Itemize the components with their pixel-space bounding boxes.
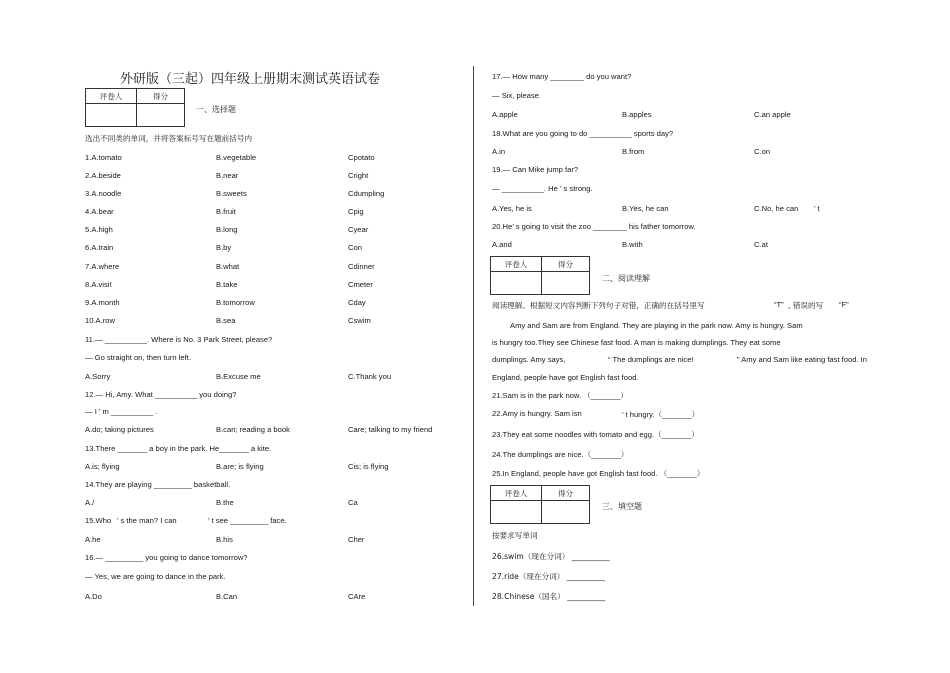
q20-option-b: B.with xyxy=(622,240,643,249)
q15-question-part3: ’ t see _________ face. xyxy=(208,516,287,525)
q11-reply: — Go straight on, then turn left. xyxy=(85,353,191,362)
q8-b: B.take xyxy=(216,280,238,289)
q11-option-a: A.Sorry xyxy=(85,372,111,381)
q15-option-b: B.his xyxy=(216,535,233,544)
section2-instruction-mid: , 错误的写 xyxy=(788,301,824,310)
q20-option-c: C.at xyxy=(754,240,768,249)
q15-question-part2: ’ s the man? I can xyxy=(117,516,177,525)
score-header: 得分 xyxy=(542,486,590,501)
item-22-part2: ’ t hungry.（_______） xyxy=(622,410,700,419)
q16-question: 16.— _________ you going to dance tomorrow? xyxy=(85,553,248,562)
q12-option-b: B.can; reading a book xyxy=(216,425,290,434)
score-header: 得分 xyxy=(137,89,185,104)
section2-instruction-false-mark: “F” xyxy=(839,300,849,309)
grader-cell[interactable] xyxy=(86,104,137,127)
item-26: 26.swim（现在分词） __________ xyxy=(492,552,610,561)
q20-option-a: A.and xyxy=(492,240,512,249)
grader-cell[interactable] xyxy=(491,501,542,524)
q17-option-a: A.apple xyxy=(492,110,518,119)
q5-a: 5.A.high xyxy=(85,225,113,234)
q14-option-a: A./ xyxy=(85,498,95,507)
q4-a: 4.A.bear xyxy=(85,207,114,216)
q9-c: Cday xyxy=(348,298,366,307)
q19-question: 19.— Can Mike jump far? xyxy=(492,165,579,174)
q15-option-a: A.he xyxy=(85,535,101,544)
grader-header: 评卷人 xyxy=(491,257,542,272)
grade-table-1 xyxy=(85,88,185,127)
q17-reply: — Six, please. xyxy=(492,91,541,100)
passage-line-3c: ” Amy and Sam like eating fast food. In xyxy=(737,355,868,364)
q10-a: 10.A.row xyxy=(85,316,115,325)
q19-option-c-suffix: ’ t xyxy=(814,204,820,213)
passage-line-3a: dumplings. Amy says, xyxy=(492,355,566,364)
q6-c: Con xyxy=(348,243,362,252)
q19-reply: — __________. He ’ s strong. xyxy=(492,184,593,193)
section2-instruction: 阅读理解。根据短文内容判断下列句子对错，正确的在括号里写 xyxy=(492,301,705,310)
q16-option-b: B.Can xyxy=(216,592,238,601)
q12-option-a: A.do; taking pictures xyxy=(85,425,154,434)
q19-option-b: B.Yes, he can xyxy=(622,204,669,213)
item-25: 25.In England, people have got English fast food. （_______） xyxy=(492,469,705,478)
q11-question: 11.— __________. Where is No. 3 Park Street, please? xyxy=(85,335,273,344)
item-27: 27.ride（现在分词） __________ xyxy=(492,572,605,581)
q18-option-c: C.on xyxy=(754,147,771,156)
q2-c: Cright xyxy=(348,171,369,180)
item-24: 24.The dumplings are nice.（_______） xyxy=(492,450,629,459)
q17-option-b: B.apples xyxy=(622,110,652,119)
q18-question: 18.What are you going to do __________ sports day? xyxy=(492,129,674,138)
q5-b: B.long xyxy=(216,225,238,234)
grade-table-2 xyxy=(490,256,590,295)
q18-option-b: B.from xyxy=(622,147,645,156)
q1-b: B.vegetable xyxy=(216,153,257,162)
q11-option-b: B.Excuse me xyxy=(216,372,261,381)
q12-reply: — I ’ m __________ . xyxy=(85,407,158,416)
q12-question: 12.— Hi, Amy. What __________ you doing? xyxy=(85,390,237,399)
q15-option-c: Cher xyxy=(348,535,365,544)
column-divider xyxy=(473,66,474,606)
q1-a: 1.A.tomato xyxy=(85,153,122,162)
section1-instruction: 选出不同类的单词，并将答案标号写在题前括号内 xyxy=(85,134,253,143)
passage-line-4: England, people have got English fast food. xyxy=(492,373,639,382)
q9-b: B.tomorrow xyxy=(216,298,255,307)
q6-a: 6.A.train xyxy=(85,243,114,252)
q14-option-b: B.the xyxy=(216,498,234,507)
q2-a: 2.A.beside xyxy=(85,171,121,180)
grader-cell[interactable] xyxy=(491,272,542,295)
item-23: 23.They eat some noodles with tomato and egg.（_______） xyxy=(492,430,699,439)
q13-option-c: Cis; is flying xyxy=(348,462,389,471)
q16-option-a: A.Do xyxy=(85,592,102,601)
q19-option-a: A.Yes, he is xyxy=(492,204,532,213)
q15-question-part1: 15.Who xyxy=(85,516,112,525)
q14-option-c: Ca xyxy=(348,498,358,507)
q16-reply: — Yes, we are going to dance in the park. xyxy=(85,572,226,581)
q6-b: B.by xyxy=(216,243,232,252)
q17-option-c: C.an apple xyxy=(754,110,791,119)
q5-c: Cyear xyxy=(348,225,369,234)
q9-a: 9.A.month xyxy=(85,298,120,307)
passage-line-3b: “ The dumplings are nice! xyxy=(608,355,694,364)
section3-heading: 三、填空题 xyxy=(602,502,642,511)
q18-option-a: A.in xyxy=(492,147,506,156)
q13-question: 13.There _______ a boy in the park. He_______ a kite. xyxy=(85,444,272,453)
q4-b: B.fruit xyxy=(216,207,236,216)
score-cell[interactable] xyxy=(542,272,590,295)
item-21: 21.Sam is in the park now. （_______） xyxy=(492,391,628,400)
q11-option-c: C.Thank you xyxy=(348,372,392,381)
q7-a: 7.A.where xyxy=(85,262,120,271)
q12-option-c: Care; talking to my friend xyxy=(348,425,433,434)
q14-question: 14.They are playing _________ basketball. xyxy=(85,480,231,489)
q10-c: Cswim xyxy=(348,316,371,325)
grader-header: 评卷人 xyxy=(86,89,137,104)
section2-heading: 二、阅读理解 xyxy=(602,274,650,283)
score-cell[interactable] xyxy=(542,501,590,524)
score-header: 得分 xyxy=(542,257,590,272)
passage-line-2: is hungry too.They see Chinese fast food. A man is making dumplings. They eat some xyxy=(492,338,781,347)
passage-line-1: Amy and Sam are from England. They are playing in the park now. Amy is hungry. Sam xyxy=(510,321,803,330)
item-28: 28.Chinese（国名） __________ xyxy=(492,592,606,601)
q3-b: B.sweets xyxy=(216,189,247,198)
q8-c: Cmeter xyxy=(348,280,373,289)
grade-table-3 xyxy=(490,485,590,524)
q13-option-a: A.is; flying xyxy=(85,462,120,471)
q13-option-b: B.are; is flying xyxy=(216,462,264,471)
q7-c: Cdinner xyxy=(348,262,375,271)
q4-c: Cpig xyxy=(348,207,364,216)
exam-title: 外研版（三起）四年级上册期末测试英语试卷 xyxy=(120,72,381,87)
item-22-part1: 22.Amy is hungry. Sam isn xyxy=(492,409,582,418)
grader-header: 评卷人 xyxy=(491,486,542,501)
q20-question: 20.He’ s going to visit the zoo ________ his father tomorrow. xyxy=(492,222,696,231)
q3-c: Cdumpling xyxy=(348,189,385,198)
q10-b: B.sea xyxy=(216,316,236,325)
section2-instruction-true-mark: “T” xyxy=(774,300,784,309)
q7-b: B.what xyxy=(216,262,240,271)
q2-b: B.near xyxy=(216,171,239,180)
q1-c: Cpotato xyxy=(348,153,375,162)
score-cell[interactable] xyxy=(137,104,185,127)
q3-a: 3.A.noodle xyxy=(85,189,122,198)
q17-question: 17.— How many ________ do you want? xyxy=(492,72,632,81)
q16-option-c: CAre xyxy=(348,592,366,601)
section1-heading: 一、选择题 xyxy=(196,105,236,114)
section3-instruction: 按要求写单词 xyxy=(492,531,538,540)
q8-a: 8.A.visit xyxy=(85,280,112,289)
q19-option-c: C.No, he can xyxy=(754,204,799,213)
